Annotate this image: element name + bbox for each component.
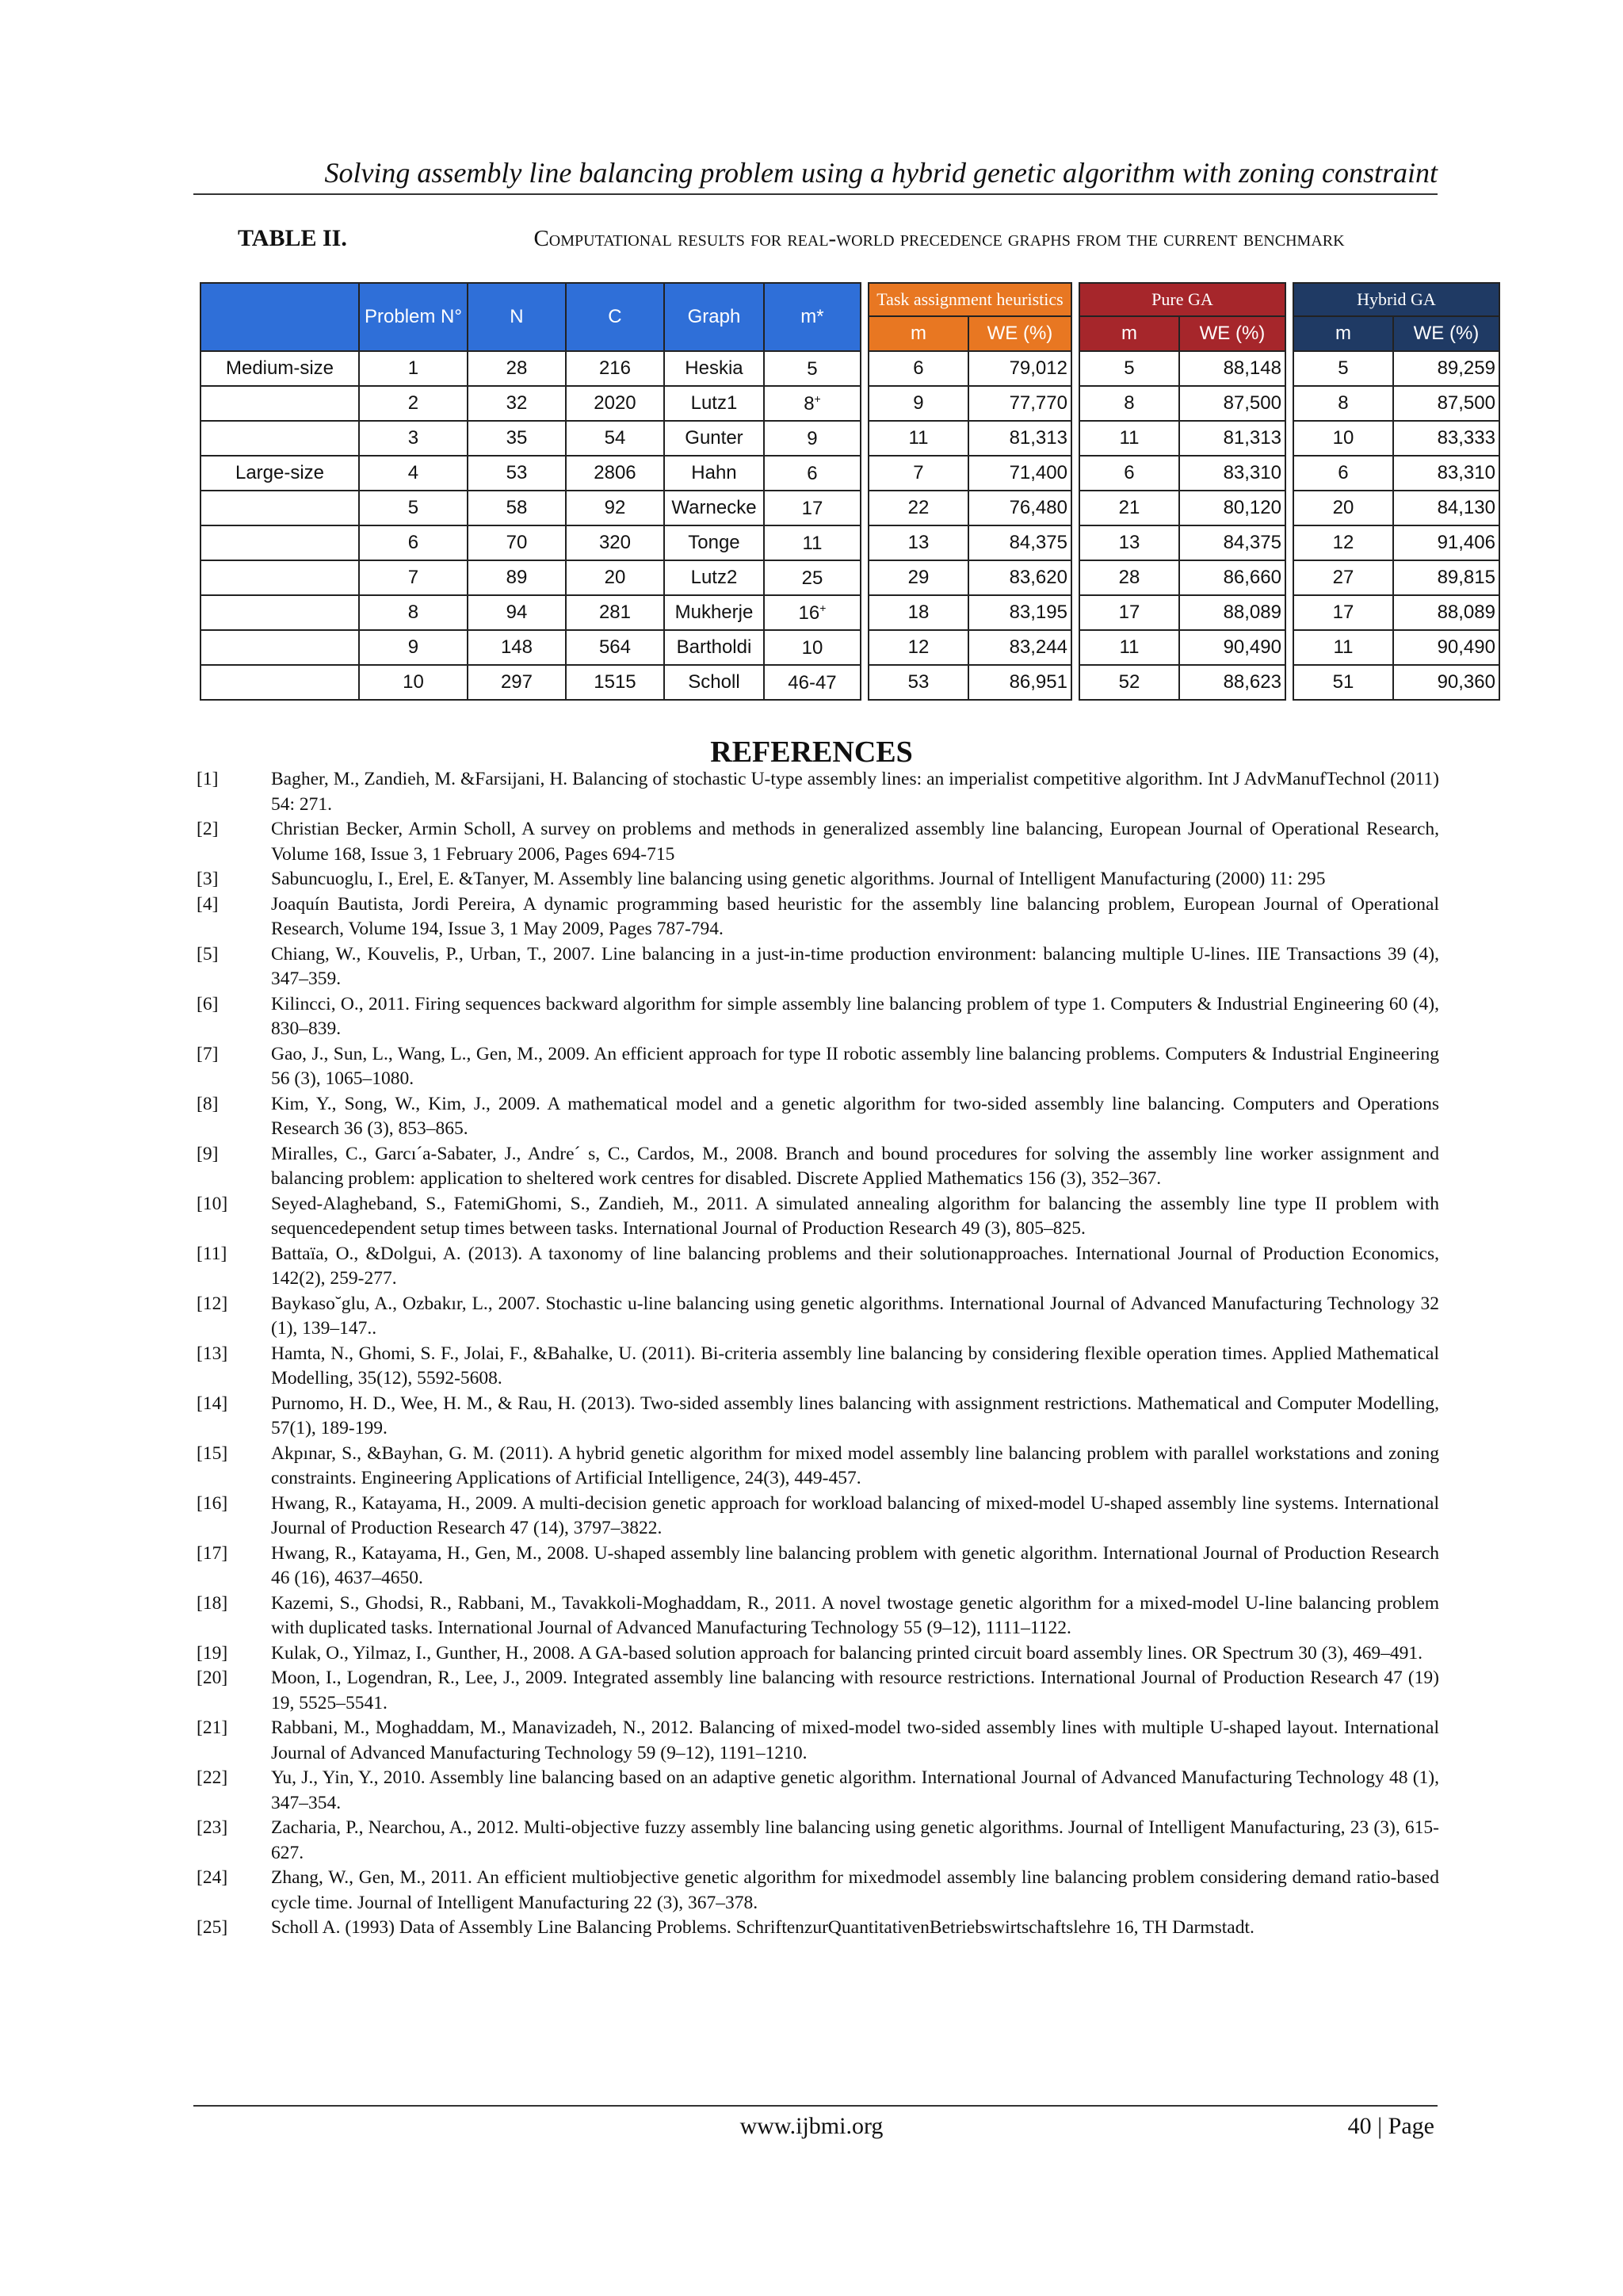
column-gap <box>861 630 869 665</box>
reference-text: Hamta, N., Ghomi, S. F., Jolai, F., &Bahalke, U. (2011). Bi-criteria assembly line balancing by considering flexible operation times. Applied Mathematical Modelling, 35(12), 5592-5608. <box>271 1343 1439 1389</box>
cell-mstar: 16+ <box>764 595 861 630</box>
cell-hybrid-ga-m: 20 <box>1293 491 1393 525</box>
header-rule <box>193 193 1438 195</box>
column-gap <box>1285 525 1293 560</box>
subheader-we: WE (%) <box>968 316 1071 351</box>
header-size <box>200 283 359 351</box>
column-gap <box>1285 595 1293 630</box>
column-gap <box>1285 386 1293 421</box>
cell-size <box>200 595 359 630</box>
reference-number: [12] <box>197 1293 228 1314</box>
reference-number: [19] <box>197 1642 228 1664</box>
column-gap <box>1071 283 1079 351</box>
cell-heuristics-we: 83,195 <box>968 595 1071 630</box>
cell-hybrid-ga-m: 8 <box>1293 386 1393 421</box>
cell-hybrid-ga-we: 83,333 <box>1393 421 1499 456</box>
reference-number: [24] <box>197 1867 228 1888</box>
cell-problem: 5 <box>359 491 468 525</box>
reference-item <box>197 817 1439 867</box>
reference-item <box>197 1042 1439 1092</box>
cell-hybrid-ga-m: 5 <box>1293 351 1393 386</box>
header-group-pure-ga: Pure GA <box>1079 283 1285 316</box>
reference-item <box>197 1541 1439 1591</box>
column-gap <box>1285 456 1293 491</box>
header-group-hybrid-ga: Hybrid GA <box>1293 283 1499 316</box>
reference-item <box>197 1866 1439 1916</box>
header-group-heuristics: Task assignment heuristics <box>869 283 1071 316</box>
cell-problem: 4 <box>359 456 468 491</box>
cell-hybrid-ga-we: 90,360 <box>1393 665 1499 700</box>
cell-size <box>200 630 359 665</box>
cell-graph: Warnecke <box>664 491 764 525</box>
cell-problem: 3 <box>359 421 468 456</box>
reference-text: Zhang, W., Gen, M., 2011. An efficient multiobjective genetic algorithm for mixedmodel assembly line balancing problem considering demand ratio-based cycle time. Journal of Intelligent Manufacturing 22 (3), 367–378. <box>271 1867 1439 1913</box>
cell-n: 35 <box>468 421 566 456</box>
cell-heuristics-we: 83,620 <box>968 560 1071 595</box>
cell-mstar: 46-47 <box>764 665 861 700</box>
cell-hybrid-ga-we: 83,310 <box>1393 456 1499 491</box>
column-gap <box>1285 283 1293 351</box>
column-gap <box>1285 630 1293 665</box>
cell-graph: Lutz1 <box>664 386 764 421</box>
cell-size <box>200 665 359 700</box>
reference-item <box>197 1816 1439 1866</box>
cell-heuristics-we: 83,244 <box>968 630 1071 665</box>
cell-hybrid-ga-we: 87,500 <box>1393 386 1499 421</box>
footer-page-number: 40 | Page <box>1347 2113 1434 2139</box>
column-gap <box>861 491 869 525</box>
column-gap <box>861 595 869 630</box>
mstar-superscript: + <box>814 392 821 405</box>
reference-number: [2] <box>197 819 219 839</box>
reference-item <box>197 892 1439 942</box>
cell-heuristics-m: 9 <box>869 386 968 421</box>
reference-text: Christian Becker, Armin Scholl, A survey on problems and methods in generalized assembly line balancing, European Journal of Operational Research, Volume 168, Issue 3, 1 February 2006, Pages 694-715 <box>271 819 1439 865</box>
cell-hybrid-ga-m: 10 <box>1293 421 1393 456</box>
reference-text: Baykaso˘glu, A., Ozbakır, L., 2007. Stochastic u-line balancing using genetic algorithms. International Journal of Advanced Manufacturing Technology 32 (1), 139–147.. <box>271 1293 1439 1339</box>
cell-hybrid-ga-we: 91,406 <box>1393 525 1499 560</box>
cell-mstar: 5 <box>764 351 861 386</box>
column-gap <box>861 283 869 351</box>
cell-heuristics-m: 6 <box>869 351 968 386</box>
column-gap <box>861 665 869 700</box>
reference-number: [8] <box>197 1093 219 1114</box>
cell-mstar: 9 <box>764 421 861 456</box>
cell-c: 1515 <box>566 665 664 700</box>
reference-text: Sabuncuoglu, I., Erel, E. &Tanyer, M. Assembly line balancing using genetic algorithms. Journal of Intelligent Manufacturing (2000) 11: 295 <box>271 869 1326 889</box>
cell-heuristics-we: 86,951 <box>968 665 1071 700</box>
cell-mstar: 17 <box>764 491 861 525</box>
header-graph: Graph <box>664 283 764 351</box>
column-gap <box>1071 595 1079 630</box>
cell-c: 564 <box>566 630 664 665</box>
reference-number: [7] <box>197 1043 219 1064</box>
cell-pure-ga-m: 52 <box>1079 665 1179 700</box>
reference-item <box>197 992 1439 1042</box>
cell-graph: Tonge <box>664 525 764 560</box>
reference-text: Gao, J., Sun, L., Wang, L., Gen, M., 2009. An efficient approach for type II robotic assembly line balancing problems. Computers & Industrial Engineering 56 (3), 1065–1080. <box>271 1043 1439 1089</box>
column-gap <box>1071 665 1079 700</box>
table-row <box>200 630 1499 665</box>
reference-text: Zacharia, P., Nearchou, A., 2012. Multi-objective fuzzy assembly line balancing using genetic algorithms. Journal of Intelligent Manufacturing, 23 (3), 615-627. <box>271 1817 1439 1863</box>
cell-pure-ga-m: 21 <box>1079 491 1179 525</box>
cell-problem: 2 <box>359 386 468 421</box>
reference-number: [23] <box>197 1817 228 1838</box>
cell-pure-ga-m: 11 <box>1079 630 1179 665</box>
column-gap <box>1285 665 1293 700</box>
column-gap <box>1285 351 1293 386</box>
header-c: C <box>566 283 664 351</box>
cell-c: 281 <box>566 595 664 630</box>
reference-number: [15] <box>197 1442 228 1464</box>
cell-heuristics-m: 22 <box>869 491 968 525</box>
reference-text: Hwang, R., Katayama, H., Gen, M., 2008. U-shaped assembly line balancing problem with genetic algorithm. International Journal of Production Research 46 (16), 4637–4650. <box>271 1542 1439 1588</box>
reference-number: [16] <box>197 1492 228 1514</box>
column-gap <box>1071 630 1079 665</box>
reference-text: Purnomo, H. D., Wee, H. M., & Rau, H. (2013). Two-sided assembly lines balancing with assignment restrictions. Mathematical and Computer Modelling, 57(1), 189-199. <box>271 1392 1439 1438</box>
reference-text: Moon, I., Logendran, R., Lee, J., 2009. Integrated assembly line balancing with resource restrictions. International Journal of Production Research 47 (19) 19, 5525–5541. <box>271 1668 1439 1713</box>
cell-graph: Mukherje <box>664 595 764 630</box>
cell-pure-ga-we: 87,500 <box>1179 386 1285 421</box>
cell-n: 70 <box>468 525 566 560</box>
reference-item <box>197 1591 1439 1641</box>
cell-graph: Hahn <box>664 456 764 491</box>
reference-number: [17] <box>197 1542 228 1564</box>
cell-hybrid-ga-m: 12 <box>1293 525 1393 560</box>
cell-size <box>200 560 359 595</box>
reference-number: [6] <box>197 993 219 1014</box>
reference-text: Miralles, C., Garcı´a-Sabater, J., Andre´ s, C., Cardos, M., 2008. Branch and bound procedures for solving the assembly line worker assignment and balancing problem: application to sheltered work centres for disabled. Discrete Applied Mathematics 156 (3), 352–367. <box>271 1143 1439 1189</box>
column-gap <box>1071 525 1079 560</box>
cell-mstar: 11 <box>764 525 861 560</box>
column-gap <box>1071 456 1079 491</box>
cell-problem: 10 <box>359 665 468 700</box>
cell-n: 28 <box>468 351 566 386</box>
cell-mstar: 6 <box>764 456 861 491</box>
table-row <box>200 595 1499 630</box>
cell-heuristics-m: 29 <box>869 560 968 595</box>
cell-c: 20 <box>566 560 664 595</box>
cell-c: 54 <box>566 421 664 456</box>
table-row <box>200 386 1499 421</box>
table-title: Computational results for real-world precedence graphs from the current benchmark <box>533 226 1345 251</box>
cell-pure-ga-m: 11 <box>1079 421 1179 456</box>
cell-size: Large-size <box>200 456 359 491</box>
cell-hybrid-ga-we: 84,130 <box>1393 491 1499 525</box>
cell-hybrid-ga-we: 90,490 <box>1393 630 1499 665</box>
cell-pure-ga-we: 84,375 <box>1179 525 1285 560</box>
cell-pure-ga-m: 8 <box>1079 386 1179 421</box>
header-problem: Problem N° <box>359 283 468 351</box>
reference-text: Hwang, R., Katayama, H., 2009. A multi-decision genetic approach for workload balancing of mixed-model U-shaped assembly line systems. International Journal of Production Research 47 (14), 3797–3822. <box>271 1492 1439 1538</box>
cell-hybrid-ga-m: 27 <box>1293 560 1393 595</box>
cell-heuristics-we: 81,313 <box>968 421 1071 456</box>
column-gap <box>861 560 869 595</box>
cell-n: 53 <box>468 456 566 491</box>
reference-item <box>197 1142 1439 1192</box>
cell-pure-ga-we: 88,148 <box>1179 351 1285 386</box>
cell-heuristics-m: 18 <box>869 595 968 630</box>
cell-pure-ga-m: 13 <box>1079 525 1179 560</box>
subheader-m: m <box>1293 316 1393 351</box>
running-title: Solving assembly line balancing problem using a hybrid genetic algorithm with zoning constraint <box>324 157 1438 189</box>
reference-number: [5] <box>197 943 219 965</box>
reference-item <box>197 1092 1439 1142</box>
reference-number: [3] <box>197 869 219 889</box>
header-n: N <box>468 283 566 351</box>
cell-heuristics-we: 71,400 <box>968 456 1071 491</box>
reference-text: Akpınar, S., &Bayhan, G. M. (2011). A hybrid genetic algorithm for mixed model assembly line balancing problem with parallel workstations and zoning constraints. Engineering Applications of Artificial Intelligence, 24(3), 449-457. <box>271 1442 1439 1488</box>
column-gap <box>1071 491 1079 525</box>
cell-pure-ga-we: 88,623 <box>1179 665 1285 700</box>
reference-item <box>197 1392 1439 1442</box>
cell-pure-ga-m: 6 <box>1079 456 1179 491</box>
cell-pure-ga-we: 83,310 <box>1179 456 1285 491</box>
cell-hybrid-ga-we: 89,259 <box>1393 351 1499 386</box>
cell-heuristics-we: 84,375 <box>968 525 1071 560</box>
cell-heuristics-m: 11 <box>869 421 968 456</box>
mstar-superscript: + <box>819 601 827 614</box>
cell-heuristics-we: 76,480 <box>968 491 1071 525</box>
cell-problem: 9 <box>359 630 468 665</box>
reference-number: [22] <box>197 1767 228 1788</box>
cell-hybrid-ga-m: 11 <box>1293 630 1393 665</box>
reference-item <box>197 867 1439 892</box>
column-gap <box>1071 421 1079 456</box>
reference-text: Kazemi, S., Ghodsi, R., Rabbani, M., Tavakkoli-Moghaddam, R., 2011. A novel twostage genetic algorithm for a mixed-model U-line balancing problem with duplicated tasks. International Journal of Advanced Manufacturing Technology 55 (9–12), 1111–1122. <box>271 1592 1439 1638</box>
cell-n: 89 <box>468 560 566 595</box>
cell-hybrid-ga-m: 6 <box>1293 456 1393 491</box>
reference-number: [21] <box>197 1717 228 1738</box>
header-mstar: m* <box>764 283 861 351</box>
reference-item <box>197 1641 1439 1667</box>
cell-hybrid-ga-m: 17 <box>1293 595 1393 630</box>
column-gap <box>1285 560 1293 595</box>
reference-item <box>197 1442 1439 1492</box>
cell-n: 94 <box>468 595 566 630</box>
reference-item <box>197 1766 1439 1816</box>
reference-item <box>197 1916 1439 1941</box>
cell-c: 92 <box>566 491 664 525</box>
reference-text: Yu, J., Yin, Y., 2010. Assembly line balancing based on an adaptive genetic algorithm. International Journal of Advanced Manufacturing Technology 48 (1), 347–354. <box>271 1767 1439 1813</box>
reference-text: Kim, Y., Song, W., Kim, J., 2009. A mathematical model and a genetic algorithm for two-sided assembly line balancing. Computers and Operations Research 36 (3), 853–865. <box>271 1093 1439 1139</box>
cell-graph: Bartholdi <box>664 630 764 665</box>
cell-c: 2020 <box>566 386 664 421</box>
cell-c: 216 <box>566 351 664 386</box>
cell-n: 58 <box>468 491 566 525</box>
cell-mstar: 25 <box>764 560 861 595</box>
column-gap <box>1285 491 1293 525</box>
reference-item <box>197 1492 1439 1541</box>
footer-url: www.ijbmi.org <box>739 2113 884 2139</box>
cell-pure-ga-we: 86,660 <box>1179 560 1285 595</box>
table-row <box>200 525 1499 560</box>
reference-number: [20] <box>197 1668 228 1688</box>
table-row <box>200 351 1499 386</box>
references-list <box>197 767 1439 1941</box>
reference-text: Kilincci, O., 2011. Firing sequences backward algorithm for simple assembly line balancing problem of type 1. Computers & Industrial Engineering 60 (4), 830–839. <box>271 993 1439 1039</box>
table-row <box>200 560 1499 595</box>
cell-size <box>200 421 359 456</box>
cell-graph: Heskia <box>664 351 764 386</box>
cell-heuristics-we: 79,012 <box>968 351 1071 386</box>
column-gap <box>1285 421 1293 456</box>
cell-heuristics-m: 13 <box>869 525 968 560</box>
references-title: REFERENCES <box>710 735 913 769</box>
column-gap <box>861 351 869 386</box>
reference-text: Battaïa, O., &Dolgui, A. (2013). A taxonomy of line balancing problems and their solutionapproaches. International Journal of Production Economics, 142(2), 259-277. <box>271 1243 1439 1289</box>
footer-rule <box>193 2105 1438 2107</box>
cell-pure-ga-we: 80,120 <box>1179 491 1285 525</box>
cell-size <box>200 525 359 560</box>
reference-item <box>197 1292 1439 1342</box>
reference-item <box>197 942 1439 992</box>
column-gap <box>1071 386 1079 421</box>
cell-pure-ga-m: 5 <box>1079 351 1179 386</box>
reference-text: Scholl A. (1993) Data of Assembly Line Balancing Problems. SchriftenzurQuantitativenBetriebswirtschaftslehre 16, TH Darmstadt. <box>271 1917 1254 1938</box>
table-row <box>200 665 1499 700</box>
cell-problem: 8 <box>359 595 468 630</box>
cell-mstar: 10 <box>764 630 861 665</box>
reference-item <box>197 1716 1439 1766</box>
cell-pure-ga-we: 81,313 <box>1179 421 1285 456</box>
reference-number: [11] <box>197 1243 227 1264</box>
reference-item <box>197 1666 1439 1716</box>
subheader-m: m <box>1079 316 1179 351</box>
reference-number: [13] <box>197 1343 228 1364</box>
cell-size: Medium-size <box>200 351 359 386</box>
reference-item <box>197 767 1439 817</box>
table-row <box>200 491 1499 525</box>
subheader-we: WE (%) <box>1179 316 1285 351</box>
cell-graph: Lutz2 <box>664 560 764 595</box>
cell-n: 297 <box>468 665 566 700</box>
column-gap <box>861 386 869 421</box>
cell-pure-ga-we: 88,089 <box>1179 595 1285 630</box>
reference-text: Chiang, W., Kouvelis, P., Urban, T., 2007. Line balancing in a just-in-time production environment: balancing multiple U-lines. IIE Transactions 39 (4), 347–359. <box>271 943 1439 989</box>
cell-graph: Scholl <box>664 665 764 700</box>
cell-n: 32 <box>468 386 566 421</box>
cell-c: 2806 <box>566 456 664 491</box>
cell-pure-ga-m: 28 <box>1079 560 1179 595</box>
reference-text: Rabbani, M., Moghaddam, M., Manavizadeh, N., 2012. Balancing of mixed-model two-sided assembly lines with multiple U-shaped layout. International Journal of Advanced Manufacturing Technology 59 (9–12), 1191–1210. <box>271 1717 1439 1763</box>
reference-number: [4] <box>197 893 219 915</box>
reference-text: Kulak, O., Yilmaz, I., Gunther, H., 2008. A GA-based solution approach for balancing printed circuit board assembly lines. OR Spectrum 30 (3), 469–491. <box>271 1642 1423 1664</box>
reference-number: [9] <box>197 1143 219 1164</box>
subheader-we: WE (%) <box>1393 316 1499 351</box>
table-row <box>200 456 1499 491</box>
cell-heuristics-m: 7 <box>869 456 968 491</box>
cell-problem: 1 <box>359 351 468 386</box>
cell-size <box>200 386 359 421</box>
cell-problem: 6 <box>359 525 468 560</box>
column-gap <box>861 456 869 491</box>
reference-item <box>197 1242 1439 1292</box>
column-gap <box>1071 560 1079 595</box>
cell-heuristics-m: 53 <box>869 665 968 700</box>
cell-mstar: 8+ <box>764 386 861 421</box>
results-table <box>200 282 1500 701</box>
reference-number: [14] <box>197 1392 228 1414</box>
reference-number: [1] <box>197 769 219 789</box>
reference-number: [25] <box>197 1917 228 1938</box>
cell-c: 320 <box>566 525 664 560</box>
table-row <box>200 421 1499 456</box>
cell-hybrid-ga-we: 88,089 <box>1393 595 1499 630</box>
reference-number: [10] <box>197 1193 228 1214</box>
reference-item <box>197 1342 1439 1392</box>
reference-text: Seyed-Alagheband, S., FatemiGhomi, S., Zandieh, M., 2011. A simulated annealing algorithm for balancing the assembly line type II problem with sequencedependent setup times between tasks. International Journal of Production Research 49 (3), 805–825. <box>271 1193 1439 1239</box>
cell-pure-ga-m: 17 <box>1079 595 1179 630</box>
column-gap <box>1071 351 1079 386</box>
column-gap <box>861 525 869 560</box>
cell-problem: 7 <box>359 560 468 595</box>
reference-item <box>197 1192 1439 1242</box>
column-gap <box>861 421 869 456</box>
reference-text: Joaquín Bautista, Jordi Pereira, A dynamic programming based heuristic for the assembly line balancing problem, European Journal of Operational Research, Volume 194, Issue 3, 1 May 2009, Pages 787-794. <box>271 893 1439 939</box>
cell-pure-ga-we: 90,490 <box>1179 630 1285 665</box>
cell-graph: Gunter <box>664 421 764 456</box>
reference-number: [18] <box>197 1592 228 1614</box>
cell-heuristics-m: 12 <box>869 630 968 665</box>
cell-heuristics-we: 77,770 <box>968 386 1071 421</box>
cell-size <box>200 491 359 525</box>
table-label: TABLE II. <box>238 225 347 251</box>
cell-hybrid-ga-m: 51 <box>1293 665 1393 700</box>
reference-text: Bagher, M., Zandieh, M. &Farsijani, H. Balancing of stochastic U-type assembly lines: an imperialist competitive algorithm. Int J AdvManufTechnol (2011) 54: 271. <box>271 769 1439 815</box>
cell-n: 148 <box>468 630 566 665</box>
cell-hybrid-ga-we: 89,815 <box>1393 560 1499 595</box>
subheader-m: m <box>869 316 968 351</box>
